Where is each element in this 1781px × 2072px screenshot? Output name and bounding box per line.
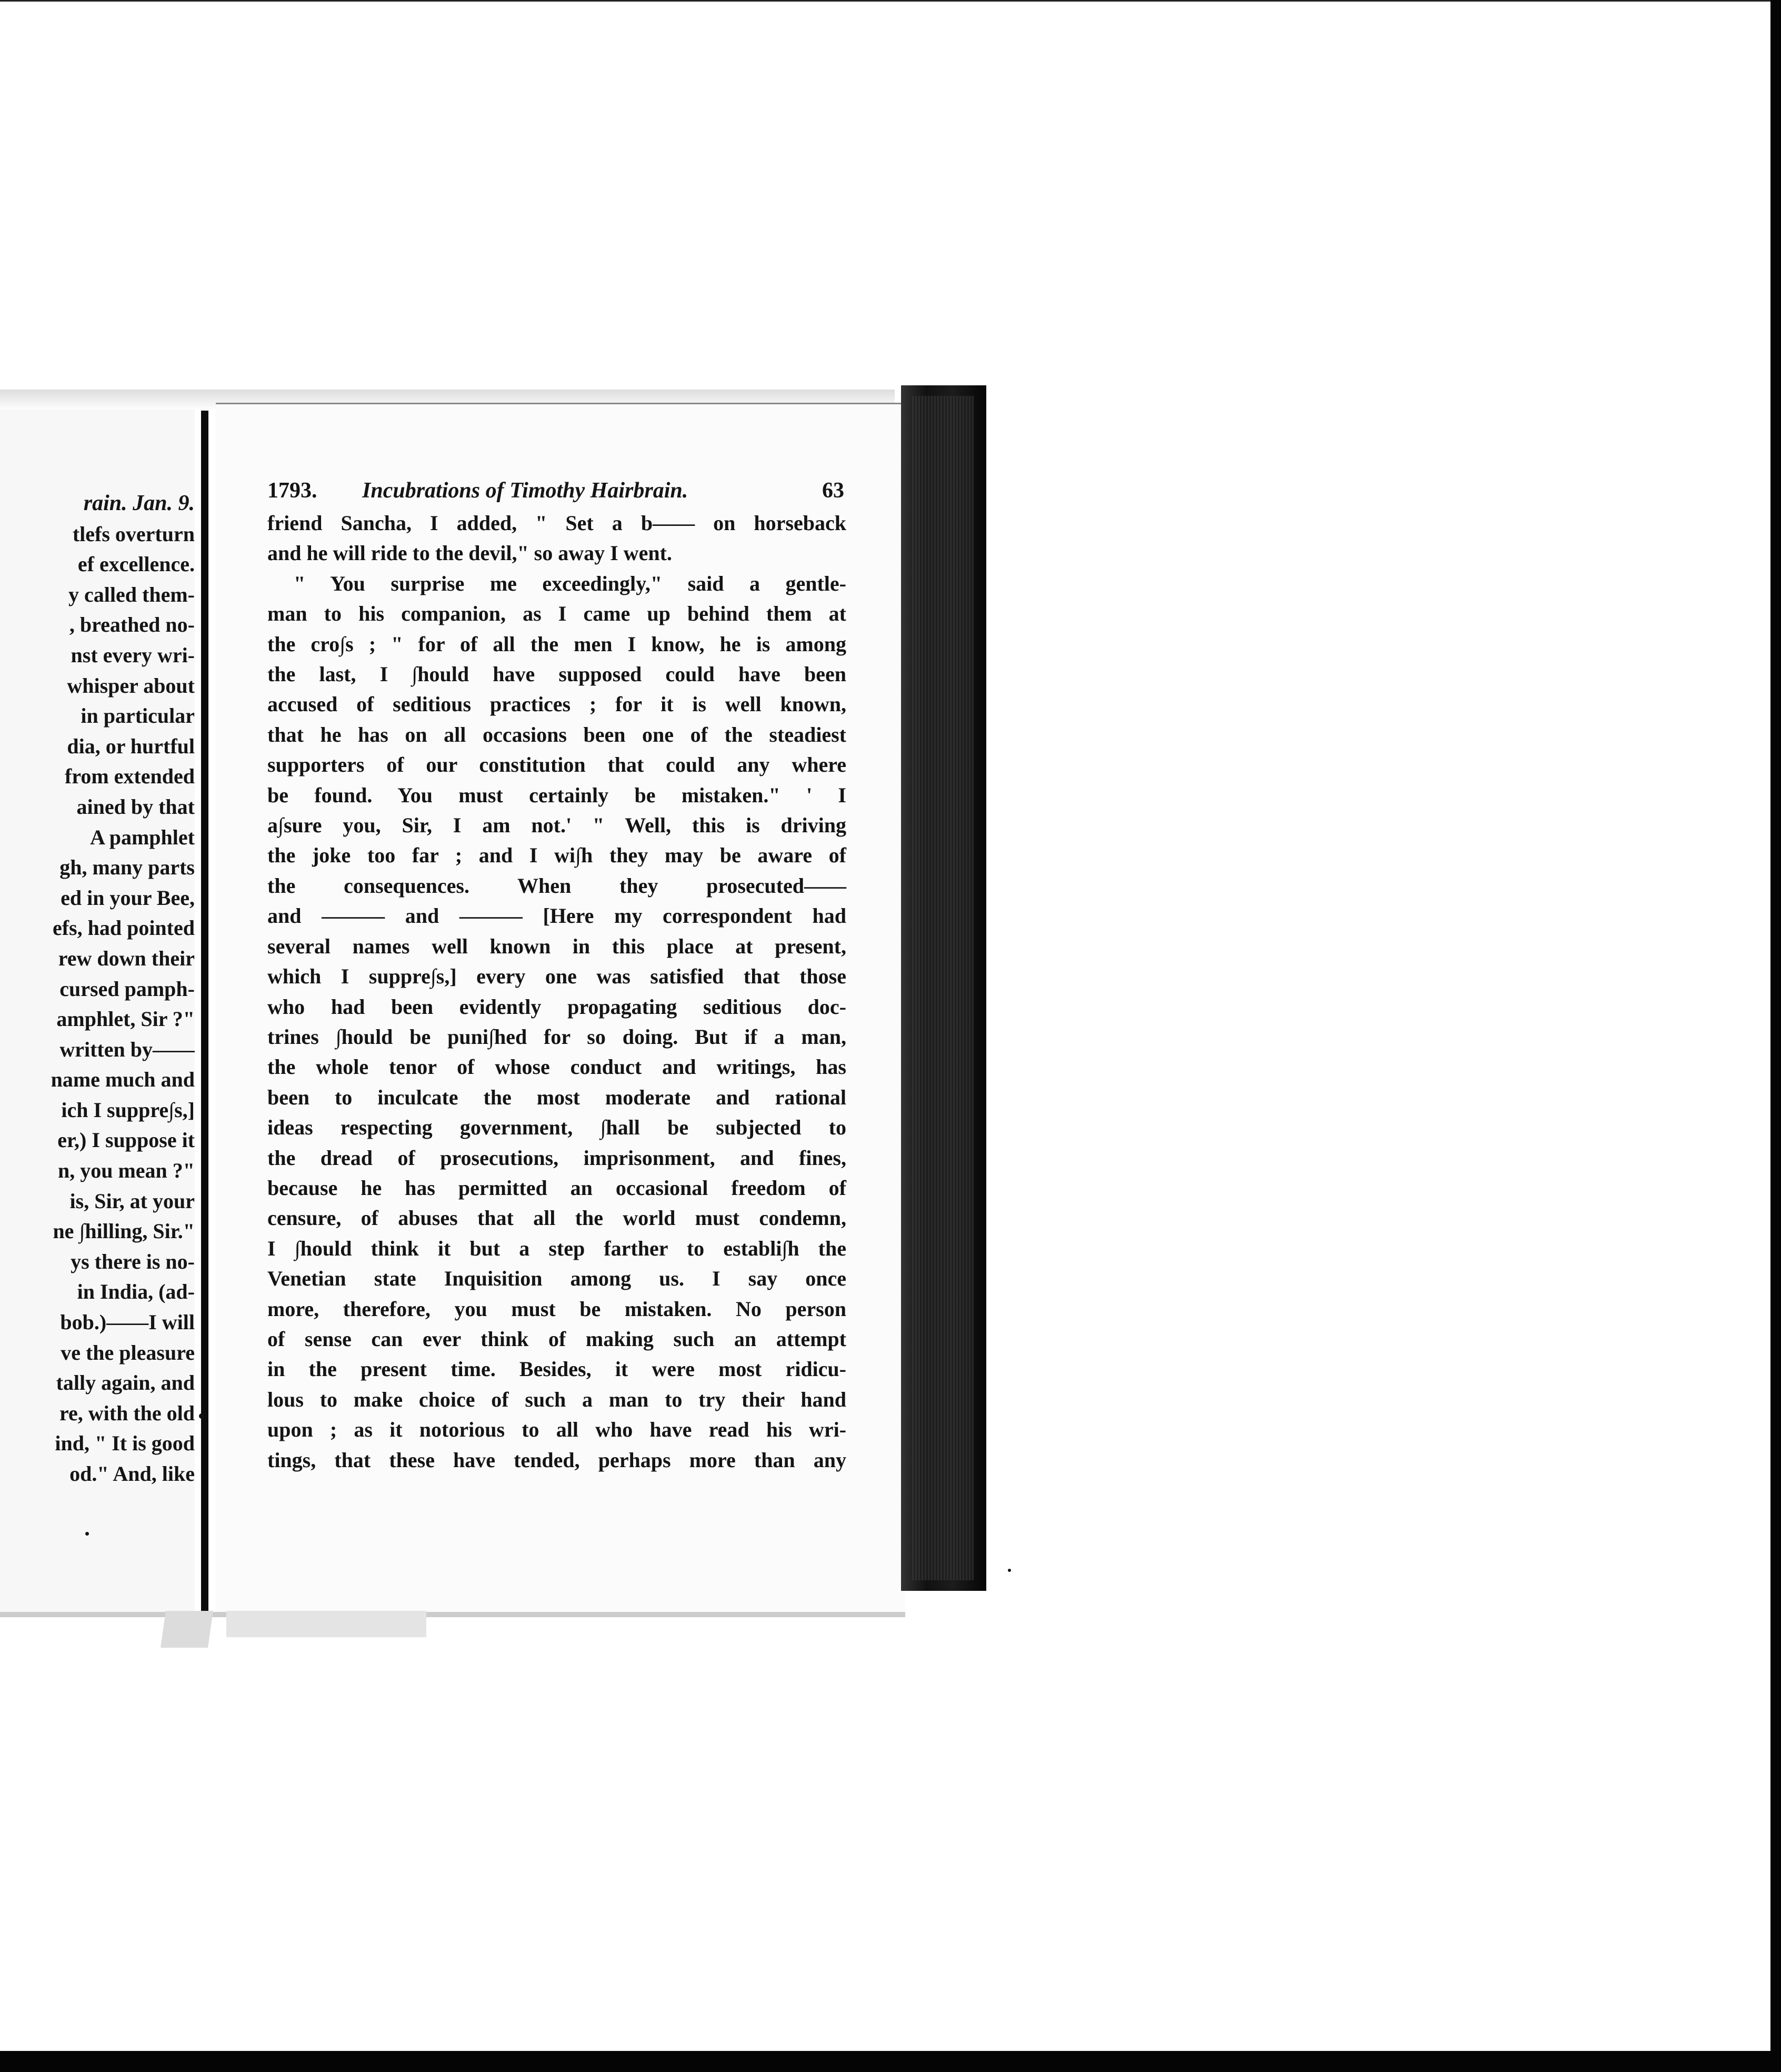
header-title: Incubrations of Timothy Hairbrain. xyxy=(362,479,688,503)
text-line: ained by that xyxy=(76,794,195,819)
text-line: , breathed no- xyxy=(69,613,195,637)
text-line: whisper about xyxy=(67,673,195,698)
text-line: because he has permitted an occasional freedom of xyxy=(267,1176,846,1200)
text-line: A pamphlet xyxy=(90,825,195,849)
page-body xyxy=(267,508,846,1475)
text-line: who had been evidently propagating seditious doc- xyxy=(267,994,846,1019)
text-line: lous to make choice of such a man to try their hand xyxy=(267,1387,846,1411)
text-line: been to inculcate the most moderate and rational xyxy=(267,1085,846,1109)
text-line: efs, had pointed xyxy=(52,916,195,940)
text-line: ideas respecting government, ∫hall be subjected to xyxy=(267,1115,846,1140)
text-line: ef excellence. xyxy=(77,552,195,576)
text-line: od." And, like xyxy=(69,1462,195,1486)
header-year: 1793. xyxy=(267,479,317,503)
text-line: I ∫hould think it but a step farther to establi∫h the xyxy=(267,1236,846,1260)
text-line: man to his companion, as I came up behind them at xyxy=(267,602,846,626)
text-line: Venetian state Inquisition among us. I say once xyxy=(267,1267,846,1291)
left-page xyxy=(0,410,195,1615)
scan-top-edge xyxy=(0,0,1770,2)
book-page-edges-texture xyxy=(910,396,974,1580)
text-line: the joke too far ; and I wi∫h they may be aware of xyxy=(267,843,846,868)
text-line: name much and xyxy=(51,1068,195,1092)
text-line: " You surprise me exceedingly," said a gentle- xyxy=(294,571,846,595)
left-page-text xyxy=(0,489,195,1489)
text-line: that he has on all occasions been one of the steadiest xyxy=(267,722,846,746)
book-gutter xyxy=(201,411,208,1614)
text-line: ys there is no- xyxy=(71,1249,195,1273)
scan-speck xyxy=(85,1532,89,1536)
book-bottom-tab xyxy=(226,1611,426,1637)
text-line: in particular xyxy=(81,704,195,728)
right-page xyxy=(216,403,905,1612)
text-line: ich I suppre∫s,] xyxy=(61,1098,195,1122)
text-line: friend Sancha, I added, " Set a b—— on horseback xyxy=(267,511,846,535)
text-line: accused of seditious practices ; for it is well known, xyxy=(267,692,846,716)
book-bottom-tab xyxy=(161,1611,213,1648)
text-line: supporters of our constitution that could any where xyxy=(267,753,846,777)
text-line: which I suppre∫s,] every one was satisfied that those xyxy=(267,964,846,989)
text-line: several names well known in this place at present, xyxy=(267,934,846,958)
text-line: ed in your Bee, xyxy=(61,885,195,910)
text-line: the cro∫s ; " for of all the men I know, he is among xyxy=(267,632,846,656)
text-line: and he will ride to the devil," so away I went. xyxy=(267,541,672,565)
scan-bottom-border xyxy=(0,2051,1781,2072)
text-line: y called them- xyxy=(68,582,195,606)
text-line: amphlet, Sir ?" xyxy=(56,1007,195,1031)
text-line: cursed pamph- xyxy=(59,977,195,1001)
text-line: gh, many parts xyxy=(59,855,195,880)
text-line: er,) I suppose it xyxy=(57,1128,195,1152)
text-line: the dread of prosecutions, imprisonment, and fines, xyxy=(267,1145,846,1170)
text-line: censure, of abuses that all the world must condemn, xyxy=(267,1206,846,1230)
text-line: bob.)——I will xyxy=(60,1310,195,1334)
page-number: 63 xyxy=(822,479,844,503)
text-line: tings, that these have tended, perhaps more than any xyxy=(267,1448,846,1472)
left-page-header: rain. Jan. 9. xyxy=(83,491,195,515)
text-line: tally again, and xyxy=(56,1371,195,1395)
text-line: of sense can ever think of making such an attempt xyxy=(267,1327,846,1351)
text-line: in India, (ad- xyxy=(77,1280,195,1304)
text-line: and ——— and ——— [Here my correspondent had xyxy=(267,904,846,928)
text-line: rew down their xyxy=(58,946,195,970)
text-line: the last, I ∫hould have supposed could have been xyxy=(267,662,846,686)
scan-speck xyxy=(1008,1569,1011,1572)
text-line: n, you mean ?" xyxy=(57,1159,195,1183)
text-line: ind, " It is good xyxy=(55,1431,195,1456)
text-line: be found. You must certainly be mistaken." ' I xyxy=(267,783,846,807)
scan-right-border xyxy=(1770,0,1781,2072)
text-line: in the present time. Besides, it were most ridicu- xyxy=(267,1357,846,1381)
running-header xyxy=(267,478,844,510)
text-line: nst every wri- xyxy=(71,643,195,667)
text-line: written by—— xyxy=(59,1037,195,1061)
text-line: from extended xyxy=(65,764,195,789)
text-line: more, therefore, you must be mistaken. No person xyxy=(267,1297,846,1321)
text-line: upon ; as it notorious to all who have read his wri- xyxy=(267,1418,846,1442)
book-bottom-edge xyxy=(0,1612,905,1617)
text-line: tlefs overturn xyxy=(72,522,195,546)
text-line: a∫sure you, Sir, I am not.' " Well, this is driving xyxy=(267,813,846,838)
text-line: re, with the old xyxy=(59,1401,195,1425)
scan-speck xyxy=(199,1413,204,1419)
text-line: the consequences. When they prosecuted—— xyxy=(267,873,846,898)
text-line: is, Sir, at your xyxy=(69,1189,195,1213)
text-line: trines ∫hould be puni∫hed for so doing. But if a man, xyxy=(267,1024,846,1049)
text-line: ne ∫hilling, Sir." xyxy=(53,1219,195,1243)
text-line: ve the pleasure xyxy=(61,1340,195,1364)
text-line: the whole tenor of whose conduct and writings, has xyxy=(267,1055,846,1079)
text-line: dia, or hurtful xyxy=(67,734,195,758)
